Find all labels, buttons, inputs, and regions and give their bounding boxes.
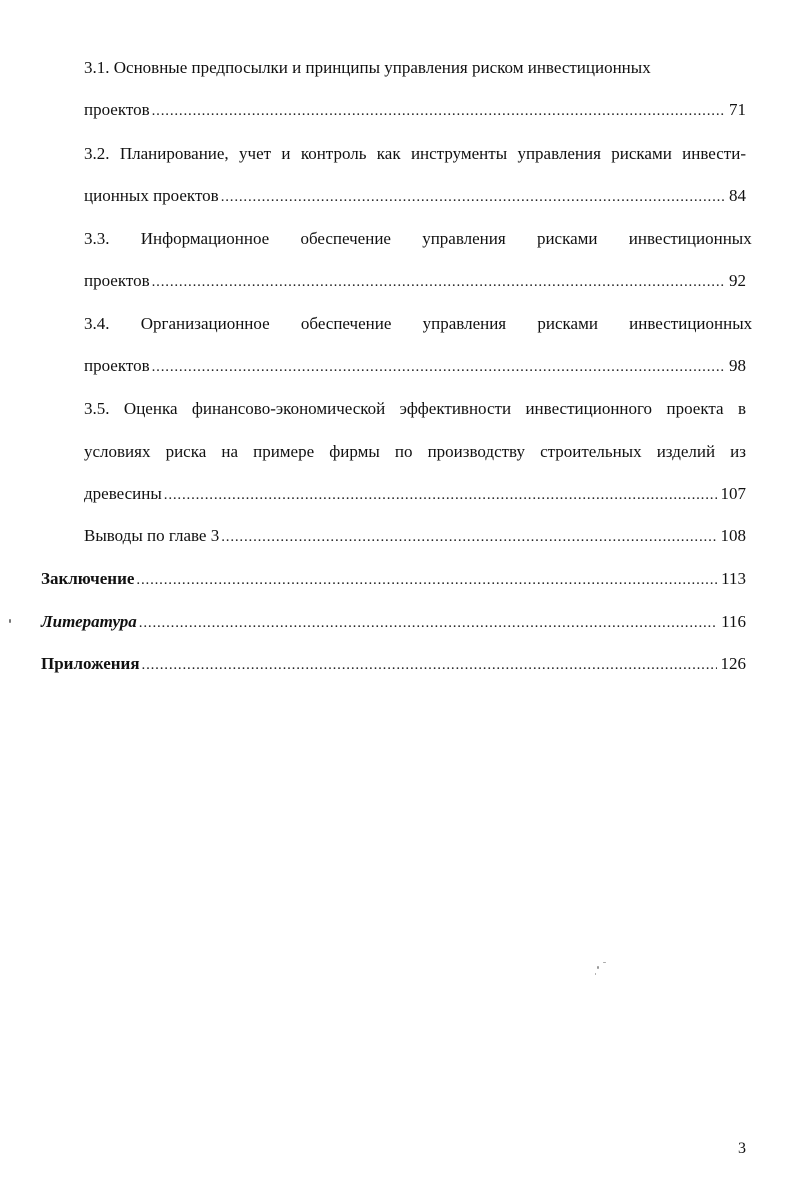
toc-leader-dots <box>152 100 725 122</box>
toc-entry-3-4-page: 98 <box>729 356 746 375</box>
toc-leader-dots <box>221 186 725 208</box>
page-number: 3 <box>738 1140 746 1157</box>
toc-entry-3-5-continuation <box>0 441 796 463</box>
toc-entry-3-1-text: 3.1. Основные предпосылки и принципы управления риском инвестиционных <box>84 57 688 79</box>
toc-entry-3-2-text: 3.2. Планирование, учет и контроль как инструменты управления рисками инвести- <box>84 144 746 163</box>
toc-leader-dots <box>221 526 716 548</box>
toc-entry-3-4[interactable] <box>0 355 796 377</box>
toc-leader-dots <box>152 271 725 293</box>
scan-speck <box>595 973 596 975</box>
toc-entry-3-5[interactable] <box>0 483 796 505</box>
toc-entry-3-2-label: ционных проектов <box>84 186 219 205</box>
toc-entry-3-5-label: древесины <box>84 484 162 503</box>
toc-entry-3-3-page: 92 <box>729 271 746 290</box>
toc-entry-appendices-label: Приложения <box>41 654 140 673</box>
toc-entry-3-1[interactable] <box>0 99 796 121</box>
scan-speck <box>603 962 606 963</box>
toc-entry-conclusion-page: 113 <box>721 569 746 588</box>
toc-entry-3-5-text-line-2: условиях риска на примере фирмы по производству строительных изделий из <box>84 442 746 461</box>
toc-entry-3-1-page: 71 <box>729 100 746 119</box>
toc-entry-3-4-text: 3.4. Организационное обеспечение управления рисками инвестиционных <box>84 314 753 333</box>
scan-speck <box>9 619 11 623</box>
toc-leader-dots <box>142 654 717 676</box>
toc-entry-3-4-label: проектов <box>84 356 150 375</box>
toc-entry-3-1-label: проектов <box>84 100 150 119</box>
toc-entry-3-5-text-line-1: 3.5. Оценка финансово-экономической эффективности инвестиционного проекта в <box>84 399 746 418</box>
toc-entry-3-4-heading <box>0 313 796 335</box>
toc-entry-conclusion[interactable] <box>0 568 796 590</box>
toc-entry-3-2-heading <box>0 143 796 165</box>
toc-entry-3-1-heading <box>0 57 796 79</box>
toc-entry-3-3[interactable] <box>0 270 796 292</box>
toc-entry-3-3-text: 3.3. Информационное обеспечение управления рисками инвестиционных <box>84 229 752 248</box>
toc-leader-dots <box>164 484 717 506</box>
toc-entry-3-5-heading <box>0 398 796 420</box>
toc-entry-3-2-page: 84 <box>729 186 746 205</box>
toc-entry-literature-label: Литература <box>41 612 137 631</box>
toc-entry-chapter-3-conclusions-page: 108 <box>720 526 746 545</box>
toc-entry-chapter-3-conclusions-label: Выводы по главе 3 <box>84 526 220 545</box>
toc-leader-dots <box>136 569 717 591</box>
toc-entry-3-2[interactable] <box>0 185 796 207</box>
toc-leader-dots <box>139 612 717 634</box>
scan-speck <box>597 966 599 969</box>
toc-entry-appendices-page: 126 <box>720 654 746 673</box>
toc-entry-3-5-page: 107 <box>720 484 746 503</box>
toc-entry-appendices[interactable] <box>0 653 796 675</box>
toc-entry-3-3-label: проектов <box>84 271 150 290</box>
toc-entry-chapter-3-conclusions[interactable] <box>0 525 796 547</box>
toc-entry-3-3-heading <box>0 228 796 250</box>
toc-entry-literature-page: 116 <box>721 612 746 631</box>
toc-entry-literature[interactable] <box>0 611 796 633</box>
toc-entry-conclusion-label: Заключение <box>41 569 135 588</box>
toc-leader-dots <box>152 356 725 378</box>
